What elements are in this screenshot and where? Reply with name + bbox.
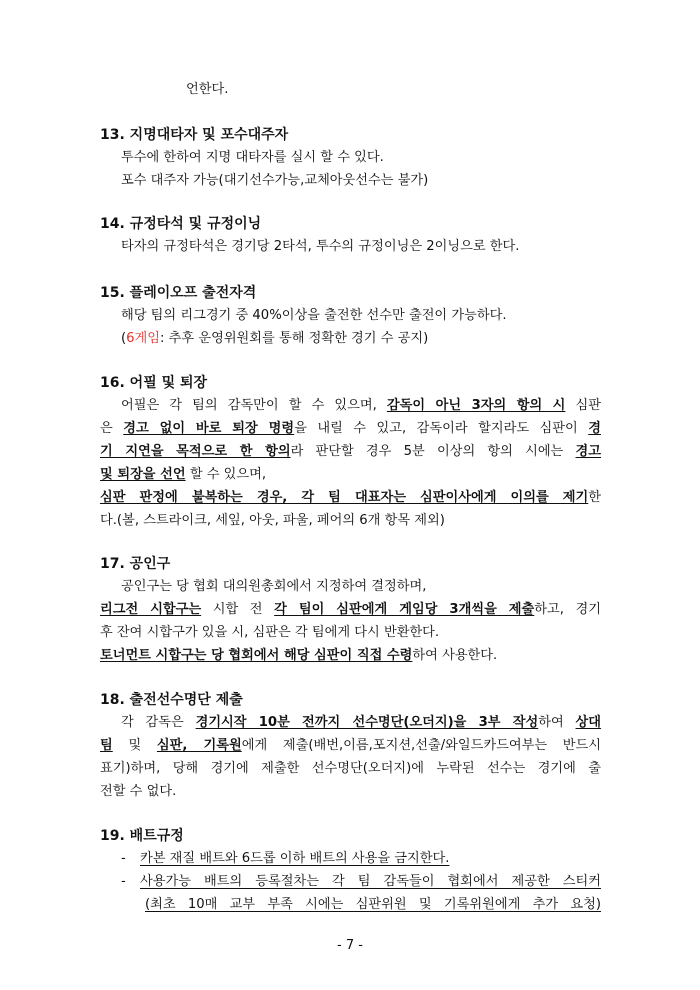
bullet-dash-1: -: [121, 851, 126, 866]
section-19-heading: 19. 배트규정: [100, 828, 184, 844]
section-17-heading: 17. 공인구: [100, 556, 171, 572]
section-18-line-3: 표기)하며, 당해 경기에 제출한 선수명단(오더지)에 누락된 선수는 경기에 출: [100, 761, 601, 776]
bullet-dash-2: -: [121, 874, 126, 889]
section-16-heading: 16. 어필 및 퇴장: [100, 375, 208, 391]
section-19-item-2-continued: (최초 10매 교부 부족 시에는 심판위원 및 기록위원에게 추가 요청): [145, 897, 601, 912]
section-15-heading: 15. 플레이오프 출전자격: [100, 285, 257, 301]
section-18-line-1: 각 감독은 경기시작 10분 전까지 선수명단(오더지)을 3부 작성하여 상대: [121, 715, 602, 730]
section-17-line-4: 토너먼트 시합구는 당 협회에서 해당 심판이 직접 수령하여 사용한다.: [100, 648, 498, 663]
section-16-line-1: 어필은 각 팀의 감독만이 할 수 있으며, 감독이 아닌 3자의 항의 시 심판: [121, 398, 602, 413]
games-count-highlight: 6게임: [126, 331, 161, 346]
section-17-line-3: 후 잔여 시합구가 있을 시, 심판은 각 팀에게 다시 반환한다.: [100, 625, 440, 640]
section-16-line-4: 및 퇴장을 선언 할 수 있으며,: [100, 467, 267, 482]
section-14-heading: 14. 규정타석 및 규정이닝: [100, 216, 262, 232]
section-16-line-5: 심판 판정에 불복하는 경우, 각 팀 대표자는 심판이사에게 이의를 제기한: [100, 490, 601, 505]
section-17-line-1: 공인구는 당 협회 대의원총회에서 지정하여 결정하며,: [121, 579, 427, 594]
section-18-line-4: 전할 수 없다.: [100, 784, 177, 799]
page-number: - 7 -: [337, 938, 363, 953]
section-16-line-3: 기 지연을 목적으로 한 항의라 판단할 경우 5분 이상의 항의 시에는 경고: [100, 444, 601, 459]
section-14-line-1: 타자의 규정타석은 경기당 2타석, 투수의 규정이닝은 2이닝으로 한다.: [121, 239, 520, 254]
section-18-line-2: 팀 및 심판, 기록원에게 제출(배번,이름,포지션,선출/와일드카드여부는 반드시: [100, 738, 602, 753]
section-17-line-2: 리그전 시합구는 시합 전 각 팀이 심판에게 게임당 3개씩을 제출하고, 경기: [100, 602, 602, 617]
section-13-line-1: 투수에 한하여 지명 대타자를 실시 할 수 있다.: [121, 150, 384, 165]
section-15-note: (6게임: 추후 운영위원회를 통해 정확한 경기 수 공지): [121, 331, 429, 346]
section-19-item-1: 카본 재질 배트와 6드롭 이하 배트의 사용을 금지한다.: [140, 851, 450, 866]
section-18-heading: 18. 출전선수명단 제출: [100, 692, 243, 708]
section-13-line-2: 포수 대주자 가능(대기선수가능,교체아웃선수는 불가): [121, 173, 429, 188]
section-19-item-2: 사용가능 배트의 등록절차는 각 팀 감독들이 협회에서 제공한 스티커: [140, 874, 601, 889]
section-13-heading: 13. 지명대타자 및 포수대주자: [100, 127, 289, 143]
section-16-line-2: 은 경고 없이 바로 퇴장 명령을 내릴 수 있고, 감독이라 할지라도 심판이 경: [100, 421, 601, 436]
section-16-line-6: 다.(볼, 스트라이크, 세잎, 아웃, 파울, 페어의 6개 항목 제외): [100, 513, 445, 528]
section-15-line-1: 해당 팀의 리그경기 중 40%이상을 출전한 선수만 출전이 가능하다.: [121, 308, 507, 323]
intro-text: 언한다.: [186, 82, 229, 97]
